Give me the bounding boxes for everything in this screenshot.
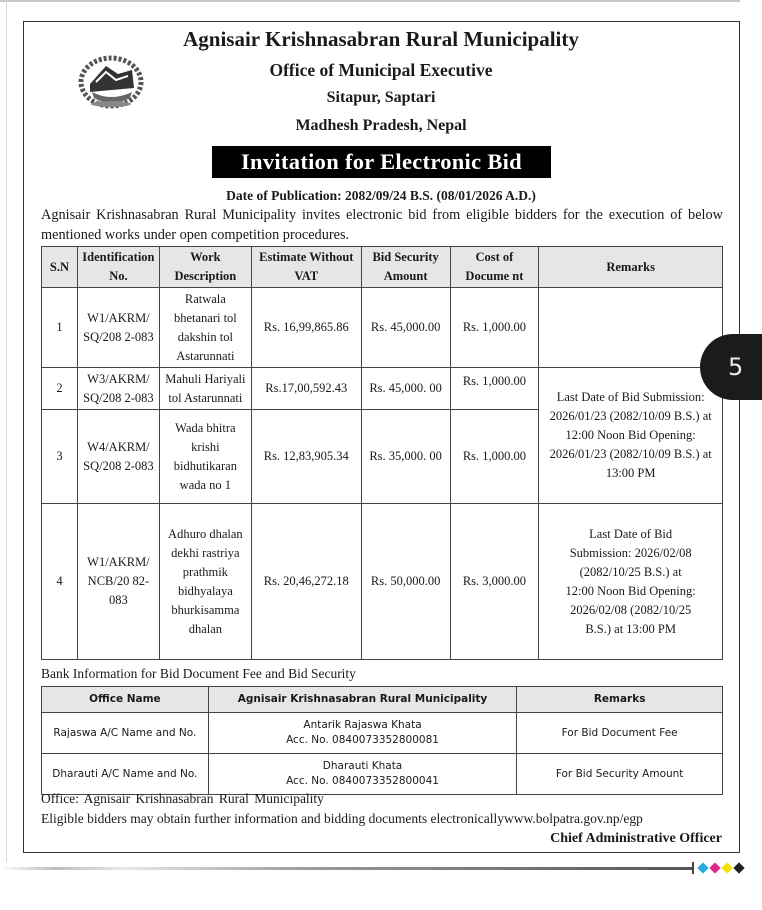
- col-header-remarks: Remarks: [517, 687, 723, 713]
- cell-estimate: Rs.17,00,592.43: [251, 368, 361, 410]
- col-header-id: Identification No.: [77, 247, 159, 288]
- cell-estimate: Rs. 20,46,272.18: [251, 504, 361, 660]
- table-row: [42, 368, 723, 410]
- account-number: Acc. No. 0840073352800041: [286, 775, 439, 787]
- cell-remark: For Bid Security Amount: [517, 754, 723, 795]
- cell-remarks: [539, 288, 723, 368]
- cell-id: W4/AKRM/ SQ/208 2-083: [77, 410, 159, 504]
- col-header-remarks: Remarks: [539, 247, 723, 288]
- cell-cost: Rs. 1,000.00: [450, 288, 539, 368]
- table-row: [42, 713, 723, 754]
- cell-sn: 3: [42, 410, 78, 504]
- cell-estimate: Rs. 12,83,905.34: [251, 410, 361, 504]
- bids-table: [41, 246, 723, 660]
- publication-date: Date of Publication: 2082/09/24 B.S. (08/01/2026 A.D.): [226, 188, 536, 203]
- print-trim-line: [0, 867, 692, 870]
- cell-sn: 1: [42, 288, 78, 368]
- registration-mark-cyan-icon: [697, 862, 708, 873]
- registration-mark-magenta-icon: [709, 862, 720, 873]
- account-number: Acc. No. 0840073352800081: [286, 734, 439, 746]
- office-line: Office: Agnisair Krishnasabran Rural Municipality: [41, 791, 324, 806]
- bank-table: [41, 686, 723, 795]
- bids-table-header: [42, 247, 723, 288]
- bank-table-header: [42, 687, 723, 713]
- office-title: Office of Municipal Executive: [269, 60, 493, 80]
- cell-remarks: Last Date of Bid Submission: 2026/02/08 (2082/10/25 B.S.) at 12:00 Noon Bid Opening: 2026/02/08 (2082/10/25 B.S.) at 13:00 PM: [539, 504, 723, 660]
- cell-description: Mahuli Hariyali tol Astarunnati: [159, 368, 251, 410]
- col-header-security: Bid Security Amount: [361, 247, 450, 288]
- page-number-badge[interactable]: 5: [700, 334, 762, 400]
- location-text: Sitapur, Saptari: [326, 89, 436, 106]
- cell-security: Rs. 45,000. 00: [361, 368, 450, 410]
- cell-label: Rajaswa A/C Name and No.: [42, 713, 209, 754]
- cell-sn: 2: [42, 368, 78, 410]
- intro-paragraph: Agnisair Krishnasabran Rural Municipality invites electronic bid from eligible bidders for the execution of below mentioned works under open competition procedures.: [41, 207, 723, 243]
- cell-remarks: Last Date of Bid Submission: 2026/01/23 (2082/10/09 B.S.) at 12:00 Noon Bid Opening: 2026/01/23 (2082/10/09 B.S.) at 13:00 PM: [539, 368, 723, 504]
- cell-sn: 4: [42, 504, 78, 660]
- cell-security: Rs. 50,000.00: [361, 504, 450, 660]
- cell-id: W1/AKRM/ SQ/208 2-083: [77, 288, 159, 368]
- cell-security: Rs. 45,000.00: [361, 288, 450, 368]
- cell-cost: Rs. 3,000.00: [450, 504, 539, 660]
- cell-id: W1/AKRM/ NCB/20 82-083: [77, 504, 159, 660]
- signatory: Chief Administrative Officer: [550, 831, 722, 846]
- page-top-rule: [0, 0, 740, 2]
- cell-remark: For Bid Document Fee: [517, 713, 723, 754]
- cell-description: Adhuro dhalan dekhi rastriya prathmik bidhyalaya bhurkisamma dhalan: [159, 504, 251, 660]
- province-text: Madhesh Pradesh, Nepal: [295, 117, 467, 134]
- cell-label: Dharauti A/C Name and No.: [42, 754, 209, 795]
- col-header-description: Work Description: [159, 247, 251, 288]
- cell-estimate: Rs. 16,99,865.86: [251, 288, 361, 368]
- trim-tick: [692, 862, 694, 874]
- cell-cost: Rs. 1,000.00: [450, 368, 539, 410]
- col-header-cost: Cost of Docume nt: [450, 247, 539, 288]
- cell-id: W3/AKRM/ SQ/208 2-083: [77, 368, 159, 410]
- account-name: Dharauti Khata: [322, 760, 403, 772]
- invitation-banner: Invitation for Electronic Bid: [212, 146, 551, 178]
- eligible-bidders-text: Eligible bidders may obtain further information and bidding documents electronicallywww.bolpatra.gov.np/egp: [41, 811, 643, 826]
- cell-description: Ratwala bhetanari tol dakshin tol Astarunnati: [159, 288, 251, 368]
- table-row: [42, 754, 723, 795]
- cell-description: Wada bhitra krishi bidhutikaran wada no 1: [159, 410, 251, 504]
- col-header-municipality: Agnisair Krishnasabran Rural Municipality: [208, 687, 517, 713]
- cell-security: Rs. 35,000. 00: [361, 410, 450, 504]
- col-header-sn: S.N: [42, 247, 78, 288]
- col-header-office-name: Office Name: [42, 687, 209, 713]
- municipality-title: Agnisair Krishnasabran Rural Municipality: [183, 27, 579, 51]
- registration-mark-black-icon: [733, 862, 744, 873]
- table-row: [42, 288, 723, 368]
- cell-account: [208, 754, 517, 795]
- col-header-estimate: Estimate Without VAT: [251, 247, 361, 288]
- cell-cost: Rs. 1,000.00: [450, 410, 539, 504]
- account-name: Antarik Rajaswa Khata: [303, 719, 422, 731]
- bank-info-title: Bank Information for Bid Document Fee and Bid Security: [41, 666, 356, 681]
- registration-mark-yellow-icon: [721, 862, 732, 873]
- cell-account: [208, 713, 517, 754]
- table-row: [42, 504, 723, 660]
